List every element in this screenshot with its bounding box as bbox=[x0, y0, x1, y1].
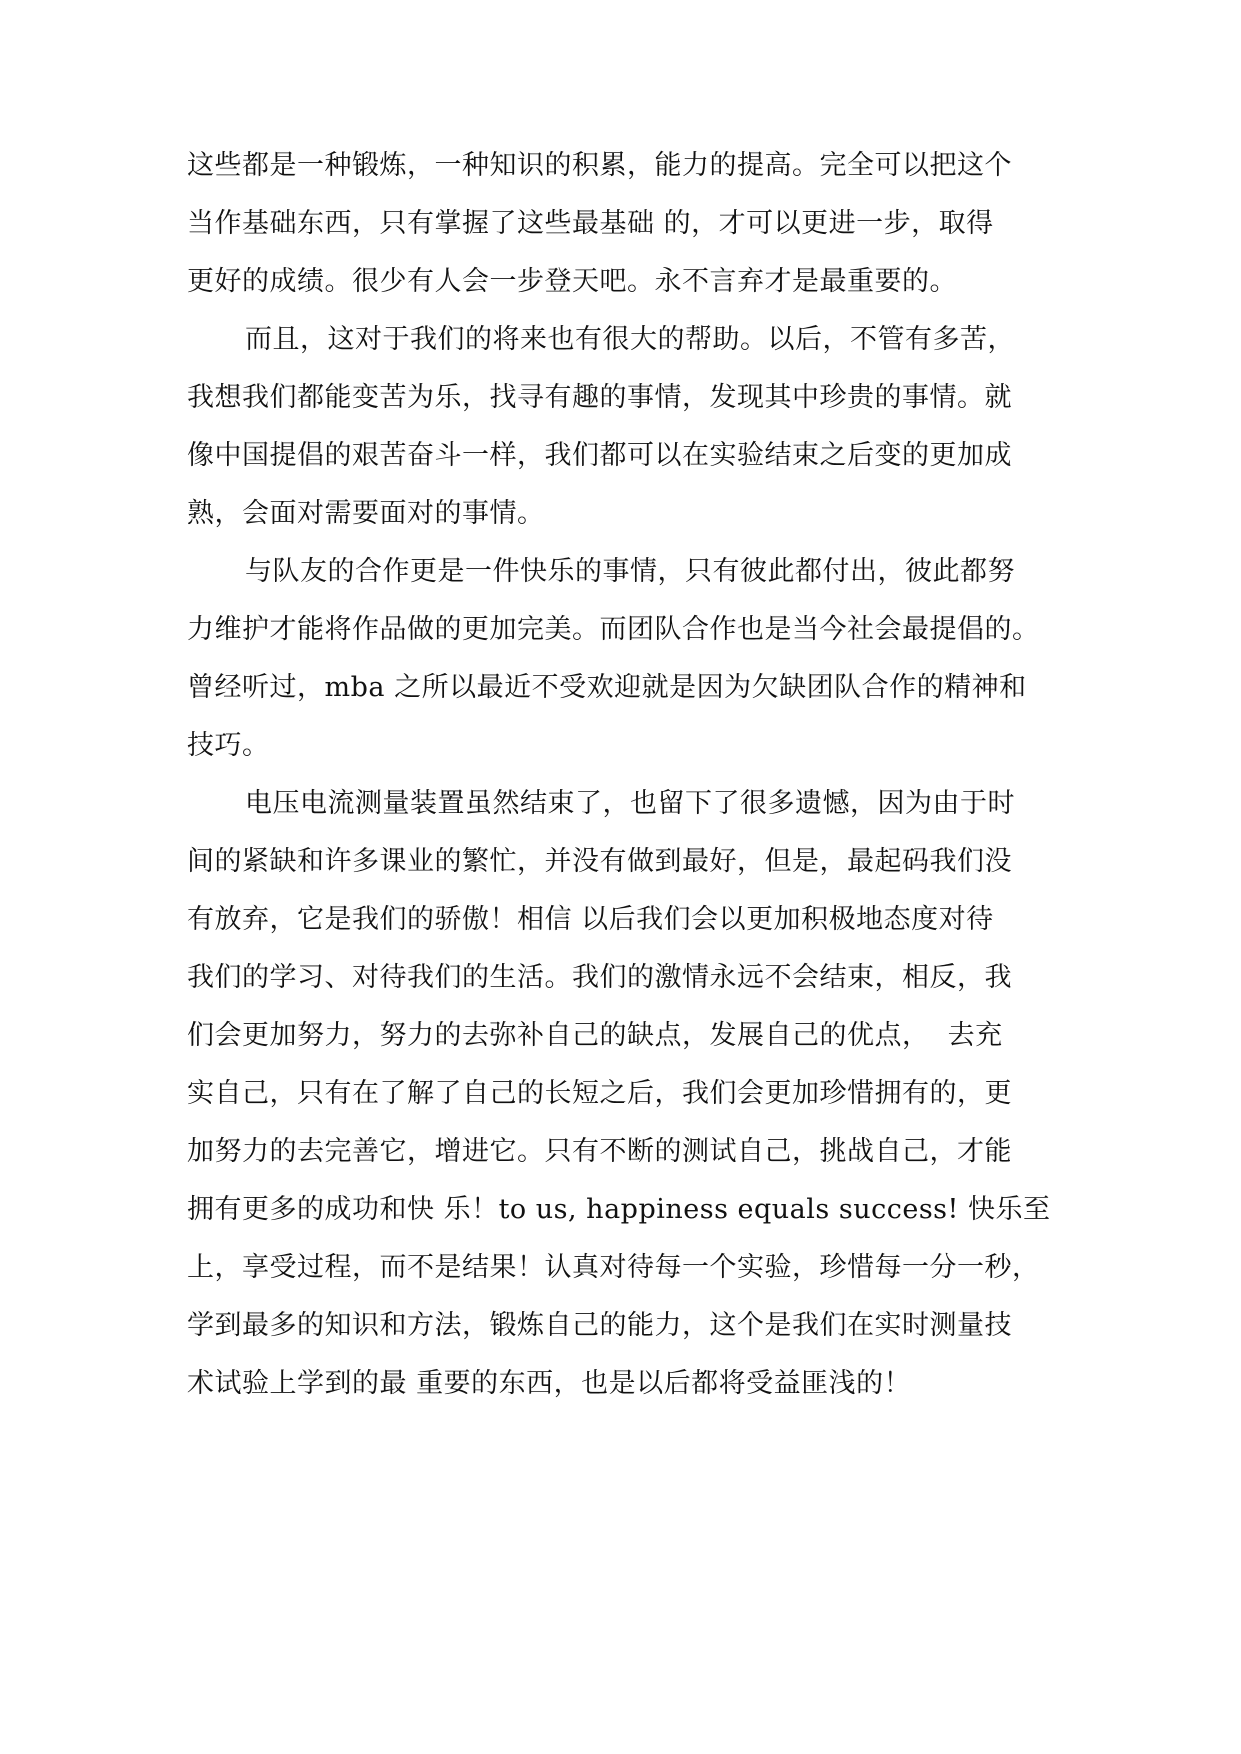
text-line: 术试验上学到的最 重要的东西，也是以后都将受益匪浅的！ bbox=[187, 1368, 912, 1399]
text-line: 力维护才能将作品做的更加完美。而团队合作也是当今社会最提倡的。 bbox=[187, 614, 1040, 645]
text-line: 更好的成绩。很少有人会一步登天吧。永不言弃才是最重要的。 bbox=[187, 266, 957, 297]
text-line: 像中国提倡的艰苦奋斗一样，我们都可以在实验结束之后变的更加成 bbox=[187, 440, 1012, 471]
text-line: 们会更加努力，努力的去弥补自己的缺点，发展自己的优点， 去充 bbox=[187, 1020, 1003, 1051]
text-line: 实自己，只有在了解了自己的长短之后，我们会更加珍惜拥有的，更 bbox=[187, 1078, 1012, 1109]
text-line: 我想我们都能变苦为乐，找寻有趣的事情，发现其中珍贵的事情。就 bbox=[187, 382, 1012, 413]
text-line: 技巧。 bbox=[187, 730, 270, 761]
text-line: 电压电流测量装置虽然结束了，也留下了很多遗憾，因为由于时 bbox=[245, 788, 1015, 819]
text-line: 这些都是一种锻炼，一种知识的积累，能力的提高。完全可以把这个 bbox=[187, 150, 1012, 181]
text-line: 我们的学习、对待我们的生活。我们的激情永远不会结束，相反，我 bbox=[187, 962, 1012, 993]
text-line: 曾经听过，mba 之所以最近不受欢迎就是因为欠缺团队合作的精神和 bbox=[187, 672, 1027, 703]
text-line: 而且，这对于我们的将来也有很大的帮助。以后，不管有多苦， bbox=[245, 324, 1015, 355]
text-line: 与队友的合作更是一件快乐的事情，只有彼此都付出，彼此都努 bbox=[245, 556, 1015, 587]
text-line: 上，享受过程，而不是结果！认真对待每一个实验，珍惜每一分一秒， bbox=[187, 1252, 1040, 1283]
text-line: 当作基础东西，只有掌握了这些最基础 的，才可以更进一步，取得 bbox=[187, 208, 994, 239]
text-line: 熟，会面对需要面对的事情。 bbox=[187, 498, 545, 529]
text-line: 有放弃，它是我们的骄傲！相信 以后我们会以更加积极地态度对待 bbox=[187, 904, 994, 935]
text-line: 加努力的去完善它，增进它。只有不断的测试自己，挑战自己，才能 bbox=[187, 1136, 1012, 1167]
text-line: 拥有更多的成功和快 乐！to us, happiness equals success! 快乐至 bbox=[187, 1194, 1051, 1225]
text-line: 间的紧缺和许多课业的繁忙，并没有做到最好，但是，最起码我们没 bbox=[187, 846, 1012, 877]
text-line: 学到最多的知识和方法，锻炼自己的能力，这个是我们在实时测量技 bbox=[187, 1310, 1012, 1341]
